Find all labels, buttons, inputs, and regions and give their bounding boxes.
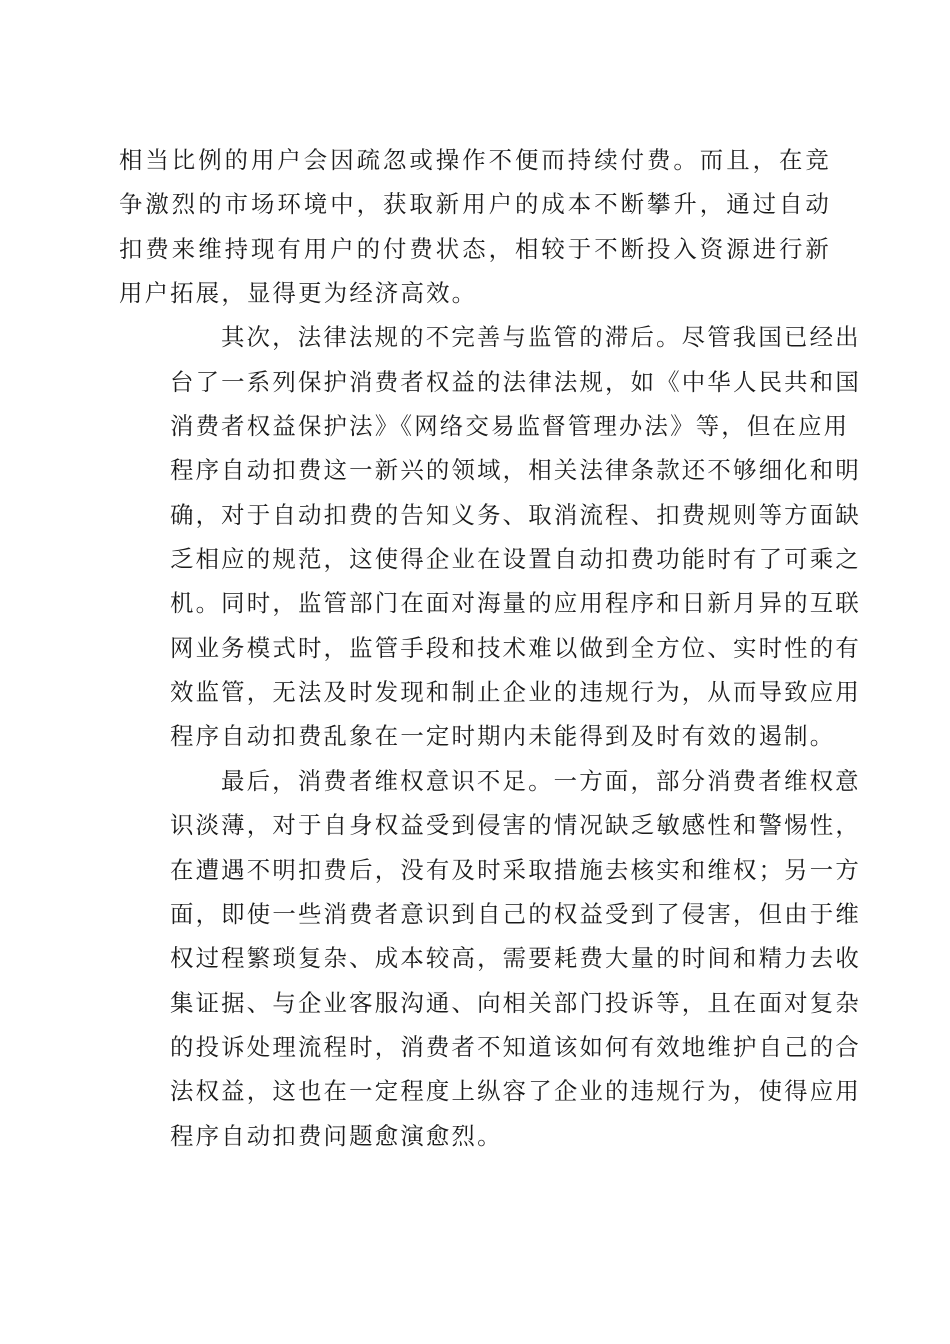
text-line: 面，即使一些消费者意识到自己的权益受到了侵害，但由于维 — [170, 899, 861, 928]
text-line: 其次，法律法规的不完善与监管的滞后。尽管我国已经出 — [221, 323, 861, 352]
text-line: 集证据、与企业客服沟通、向相关部门投诉等，且在面对复杂 — [170, 988, 861, 1017]
text-line: 的投诉处理流程时，消费者不知道该如何有效地维护自己的合 — [170, 1032, 861, 1061]
paragraph-2 — [119, 315, 861, 758]
text-line: 程序自动扣费问题愈演愈烈。 — [170, 1121, 503, 1150]
body-text — [119, 138, 861, 1158]
paragraph-1 — [119, 138, 831, 315]
text-line: 消费者权益保护法》《网络交易监督管理办法》等，但在应用 — [170, 412, 850, 441]
text-line: 相当比例的用户会因疏忽或操作不便而持续付费。而且，在竞 — [119, 146, 831, 174]
text-line: 权过程繁琐复杂、成本较高，需要耗费大量的时间和精力去收 — [170, 944, 861, 973]
text-line: 扣费来维持现有用户的付费状态，相较于不断投入资源进行新 — [119, 234, 831, 263]
text-line: 用户拓展，显得更为经济高效。 — [119, 279, 478, 308]
text-line: 网业务模式时，监管手段和技术难以做到全方位、实时性的有 — [170, 633, 861, 662]
paragraph-3 — [119, 759, 861, 1158]
text-line: 识淡薄，对于自身权益受到侵害的情况缺乏敏感性和警惕性， — [170, 811, 861, 840]
text-line: 程序自动扣费乱象在一定时期内未能得到及时有效的遏制。 — [170, 722, 836, 751]
text-line: 确，对于自动扣费的告知义务、取消流程、扣费规则等方面缺 — [170, 500, 861, 529]
text-line: 争激烈的市场环境中，获取新用户的成本不断攀升，通过自动 — [119, 190, 831, 219]
text-line: 程序自动扣费这一新兴的领域，相关法律条款还不够细化和明 — [170, 456, 861, 485]
text-line: 机。同时，监管部门在面对海量的应用程序和日新月异的互联 — [170, 589, 861, 618]
text-line: 法权益，这也在一定程度上纵容了企业的违规行为，使得应用 — [170, 1077, 861, 1106]
text-line: 在遭遇不明扣费后，没有及时采取措施去核实和维权；另一方 — [170, 855, 861, 884]
text-line: 台了一系列保护消费者权益的法律法规，如《中华人民共和国 — [170, 367, 861, 396]
text-line: 效监管，无法及时发现和制止企业的违规行为，从而导致应用 — [170, 678, 861, 707]
text-line: 乏相应的规范，这使得企业在设置自动扣费功能时有了可乘之 — [170, 545, 861, 574]
text-line: 最后，消费者维权意识不足。一方面，部分消费者维权意 — [221, 766, 861, 795]
